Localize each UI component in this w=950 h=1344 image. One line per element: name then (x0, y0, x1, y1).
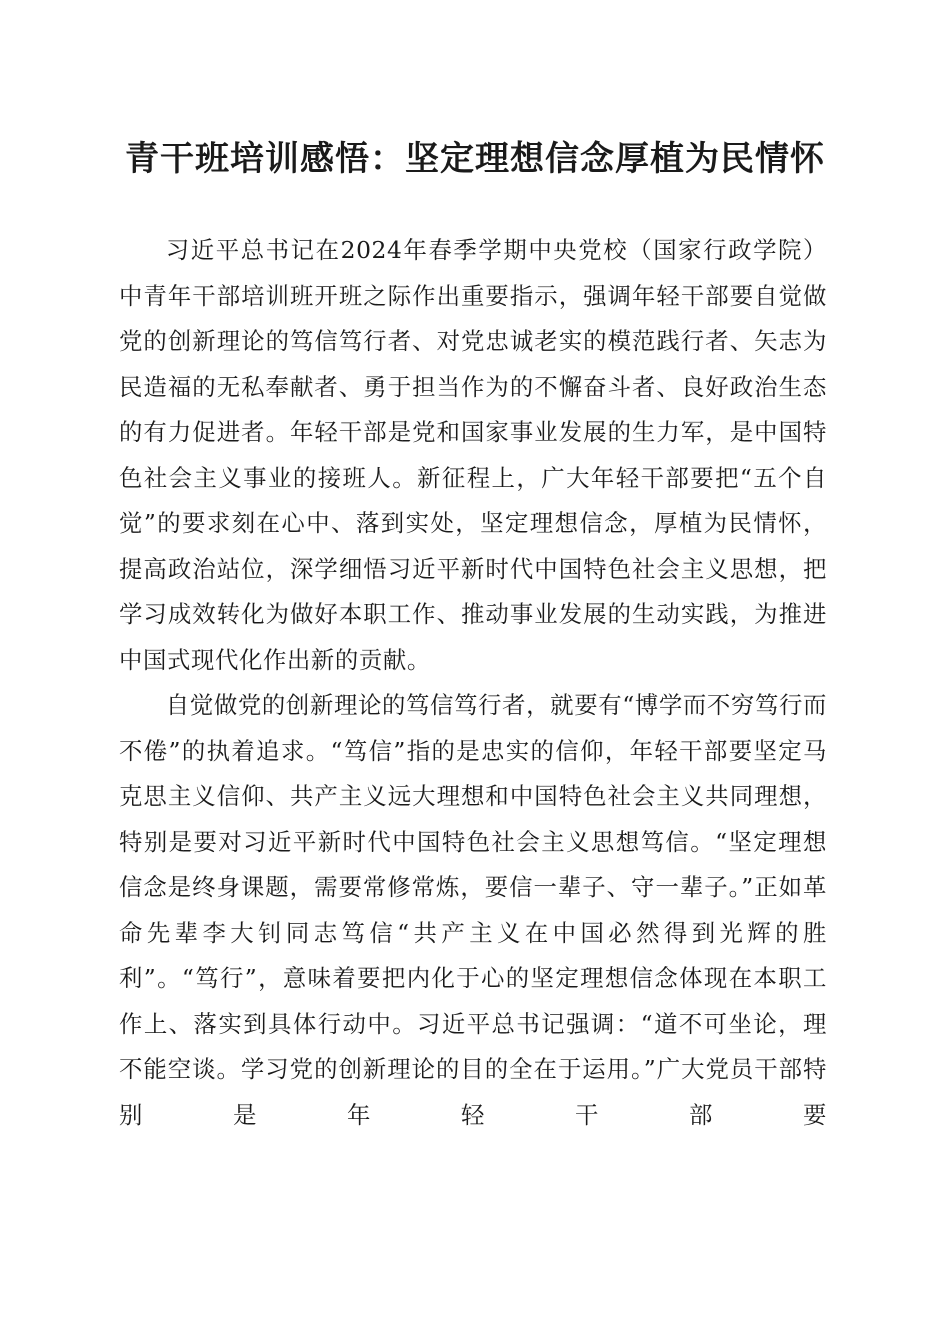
paragraph-2: 自觉做党的创新理论的笃信笃行者，就要有“博学而不穷笃行而不倦”的执着追求。“笃信”指的是忠实的信仰，年轻干部要坚定马克思主义信仰、共产主义远大理想和中国特色社会主义共同理想，特别是要对习近平新时代中国特色社会主义思想笃信。“坚定理想信念是终身课题，需要常修常炼，要信一辈子、守一辈子。”正如革命先辈李大钊同志笃信“共产主义在中国必然得到光辉的胜利”。“笃行”，意味着要把内化于心的坚定理想信念体现在本职工作上、落实到具体行动中。习近平总书记强调：“道不可坐论，理不能空谈。学习党的创新理论的目的全在于运用。”广大党员干部特别是年轻干部要 (119, 691, 827, 1129)
paragraph-1: 习近平总书记在2024年春季学期中央党校（国家行政学院）中青年干部培训班开班之际作出重要指示，强调年轻干部要自觉做党的创新理论的笃信笃行者、对党忠诚老实的模范践行者、矢志为民造福的无私奉献者、勇于担当作为的不懈奋斗者、良好政治生态的有力促进者。年轻干部是党和国家事业发展的生力军，是中国特色社会主义事业的接班人。新征程上，广大年轻干部要把“五个自觉”的要求刻在心中、落到实处，坚定理想信念，厚植为民情怀，提高政治站位，深学细悟习近平新时代中国特色社会主义思想，把学习成效转化为做好本职工作、推动事业发展的生动实践，为推进中国式现代化作出新的贡献。 (119, 236, 827, 674)
document-title: 青干班培训感悟：坚定理想信念厚植为民情怀 (125, 139, 825, 179)
document-body (119, 228, 827, 1138)
